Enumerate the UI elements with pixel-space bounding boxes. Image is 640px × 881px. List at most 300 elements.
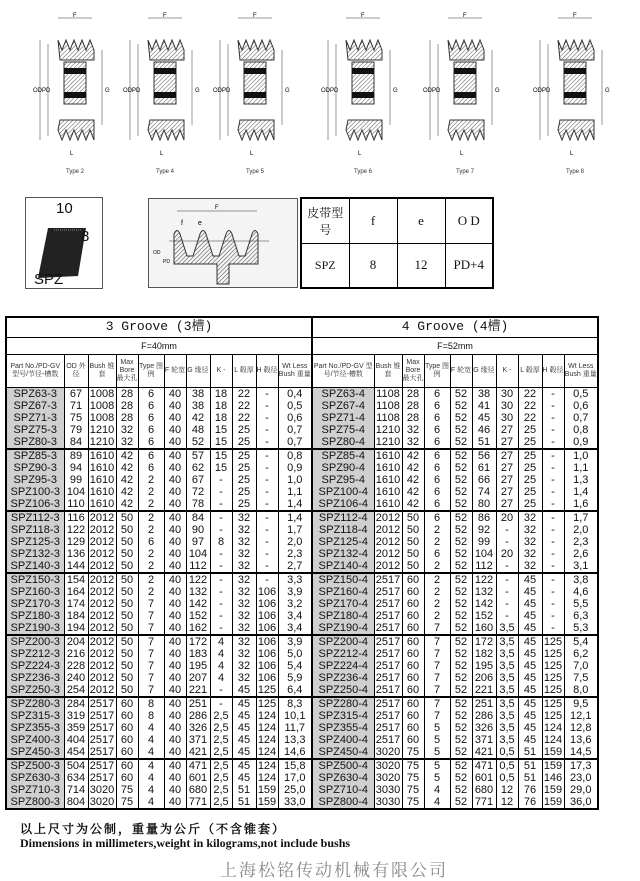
cell-3-groove: 7 bbox=[138, 635, 164, 648]
cell-3-groove: 32 bbox=[232, 598, 256, 610]
cell-4-groove: 0,6 bbox=[564, 400, 598, 412]
cell-4-groove: 75 bbox=[402, 759, 424, 772]
table-row bbox=[6, 586, 598, 598]
cell-3-groove: 634 bbox=[64, 772, 88, 784]
cell-4-groove: 3,5 bbox=[496, 697, 518, 710]
cell-3-groove: 32 bbox=[232, 610, 256, 622]
cell-4-groove: 2517 bbox=[375, 697, 401, 710]
cell-3-groove: 228 bbox=[64, 660, 88, 672]
cell-4-groove: 52 bbox=[450, 548, 472, 560]
cell-4-groove: 146 bbox=[543, 771, 563, 784]
cell-3-groove: 25 bbox=[232, 498, 256, 511]
cell-4-groove: - bbox=[542, 511, 564, 524]
cell-3-groove: 2517 bbox=[89, 721, 115, 734]
cell-4-groove: 51 bbox=[518, 759, 542, 772]
cell-3-groove: 3,9 bbox=[278, 635, 312, 648]
cell-3-groove: 84 bbox=[186, 511, 210, 524]
cell-4-groove: 125 bbox=[543, 697, 563, 710]
cell-3-groove: 60 bbox=[116, 759, 138, 772]
cell-4-groove: 2517 bbox=[375, 709, 401, 722]
cell-4-groove: - bbox=[542, 436, 564, 449]
cell-4-groove: 12 bbox=[496, 784, 518, 796]
cell-4-groove: - bbox=[542, 560, 564, 573]
cell-4-groove: 0,9 bbox=[564, 436, 598, 449]
cell-3-groove: 104 bbox=[64, 486, 88, 498]
part-number-3-groove: SPZ280-3 bbox=[6, 697, 64, 710]
cell-4-groove: 29,0 bbox=[564, 784, 598, 796]
cell-3-groove: 2,0 bbox=[278, 536, 312, 548]
cell-3-groove: 15,8 bbox=[278, 759, 312, 772]
pulley-type-label: Type 6 bbox=[353, 169, 372, 175]
cell-3-groove: 60 bbox=[116, 734, 138, 746]
cell-4-groove: 32 bbox=[518, 560, 542, 573]
cell-4-groove: 2 bbox=[424, 560, 450, 573]
cell-3-groove: 106 bbox=[257, 635, 277, 648]
cell-3-groove: 2,5 bbox=[210, 734, 232, 746]
cell-4-groove: 5,5 bbox=[564, 598, 598, 610]
cell-3-groove: - bbox=[210, 524, 232, 536]
cell-3-groove: 75 bbox=[116, 796, 138, 809]
table-row bbox=[6, 648, 598, 660]
part-number-4-groove: SPZ80-4 bbox=[312, 436, 374, 449]
pulley-spec-table bbox=[5, 316, 599, 810]
svg-text:PD: PD bbox=[432, 88, 441, 94]
part-number-3-groove: SPZ315-3 bbox=[6, 710, 64, 722]
svg-text:L: L bbox=[250, 151, 254, 157]
part-number-3-groove: SPZ95-3 bbox=[6, 474, 64, 486]
cell-3-groove: 3,4 bbox=[278, 622, 312, 635]
part-number-3-groove: SPZ170-3 bbox=[6, 598, 64, 610]
cell-3-groove: 79 bbox=[64, 424, 88, 436]
cell-3-groove: 2012 bbox=[89, 609, 115, 622]
pulley-diagrams bbox=[0, 0, 640, 180]
cell-4-groove: 1108 bbox=[374, 387, 402, 400]
right-col-header: Type 图例 bbox=[424, 354, 450, 387]
cell-3-groove: 32 bbox=[232, 511, 256, 524]
cell-4-groove: 326 bbox=[472, 722, 496, 734]
cell-3-groove: 2 bbox=[138, 524, 164, 536]
cell-4-groove: 7 bbox=[424, 660, 450, 672]
cell-3-groove: 804 bbox=[64, 796, 88, 809]
cell-4-groove: 471 bbox=[472, 759, 496, 772]
cell-3-groove: 106 bbox=[257, 597, 277, 610]
cell-4-groove: 12,8 bbox=[564, 722, 598, 734]
cell-4-groove: 52 bbox=[450, 486, 472, 498]
cell-3-groove: 221 bbox=[186, 684, 210, 697]
cell-3-groove: 7 bbox=[138, 610, 164, 622]
part-number-3-groove: SPZ450-3 bbox=[6, 746, 64, 759]
cell-4-groove: 6 bbox=[424, 511, 450, 524]
cell-4-groove: 3030 bbox=[375, 783, 401, 796]
cell-4-groove: 2,0 bbox=[564, 524, 598, 536]
cell-3-groove: 72 bbox=[186, 486, 210, 498]
cell-3-groove: 94 bbox=[64, 462, 88, 474]
table-row bbox=[6, 598, 598, 610]
cell-3-groove: 421 bbox=[186, 746, 210, 759]
cell-3-groove: 32 bbox=[232, 672, 256, 684]
cell-4-groove: - bbox=[542, 598, 564, 610]
table-row bbox=[6, 486, 598, 498]
cell-3-groove: 2,5 bbox=[210, 722, 232, 734]
cell-3-groove: 2517 bbox=[89, 759, 115, 772]
cell-4-groove: 27 bbox=[496, 486, 518, 498]
cell-3-groove: 1008 bbox=[89, 399, 115, 412]
cell-4-groove: 6 bbox=[424, 436, 450, 449]
cell-3-groove: - bbox=[256, 486, 278, 498]
cell-4-groove: 51 bbox=[518, 772, 542, 784]
svg-text:G: G bbox=[495, 88, 500, 94]
part-number-4-groove: SPZ180-4 bbox=[312, 610, 374, 622]
cell-4-groove: 7 bbox=[424, 635, 450, 648]
cell-3-groove: 50 bbox=[116, 586, 138, 598]
cell-4-groove: 3,1 bbox=[564, 560, 598, 573]
cell-3-groove: 1,7 bbox=[278, 524, 312, 536]
cell-3-groove: 42 bbox=[116, 498, 138, 511]
cell-3-groove: 8 bbox=[138, 697, 164, 710]
cell-3-groove: 40 bbox=[164, 784, 186, 796]
cell-4-groove: 0,5 bbox=[496, 746, 518, 759]
cell-4-groove: 56 bbox=[472, 449, 496, 462]
cell-4-groove: 45 bbox=[518, 586, 542, 598]
cell-4-groove: 27 bbox=[496, 462, 518, 474]
cell-3-groove: 1610 bbox=[89, 449, 115, 462]
svg-text:OD: OD bbox=[153, 250, 161, 256]
cell-4-groove: 52 bbox=[450, 784, 472, 796]
cell-4-groove: 45 bbox=[518, 710, 542, 722]
cell-4-groove: 2012 bbox=[375, 559, 401, 572]
cell-4-groove: 1,0 bbox=[564, 449, 598, 462]
cell-4-groove: 172 bbox=[472, 635, 496, 648]
cell-3-groove: 40 bbox=[164, 796, 186, 809]
cell-3-groove: 14,6 bbox=[278, 746, 312, 759]
cell-3-groove: 106 bbox=[257, 659, 277, 672]
cell-4-groove: - bbox=[542, 524, 564, 536]
cell-3-groove: 50 bbox=[116, 560, 138, 573]
cell-3-groove: 13,3 bbox=[278, 734, 312, 746]
spec-header-od: O D bbox=[445, 198, 493, 243]
part-number-4-groove: SPZ355-4 bbox=[312, 722, 374, 734]
cell-4-groove: 6,3 bbox=[564, 610, 598, 622]
cell-3-groove: 67 bbox=[186, 474, 210, 486]
part-number-4-groove: SPZ400-4 bbox=[312, 734, 374, 746]
cell-3-groove: - bbox=[256, 400, 278, 412]
cell-3-groove: 3,2 bbox=[278, 598, 312, 610]
cell-3-groove: 40 bbox=[164, 511, 186, 524]
part-number-3-groove: SPZ250-3 bbox=[6, 684, 64, 697]
cell-3-groove: - bbox=[210, 560, 232, 573]
cell-4-groove: 27 bbox=[496, 424, 518, 436]
cell-4-groove: 52 bbox=[450, 710, 472, 722]
cell-3-groove: 40 bbox=[164, 635, 186, 648]
right-col-header: Max Bore 最大孔 bbox=[402, 354, 424, 387]
cell-3-groove: 32 bbox=[116, 424, 138, 436]
cell-3-groove: 45 bbox=[232, 710, 256, 722]
spec-f: 8 bbox=[349, 243, 397, 288]
cell-4-groove: 160 bbox=[472, 622, 496, 635]
cell-3-groove: 15 bbox=[210, 436, 232, 449]
cell-3-groove: 2517 bbox=[89, 745, 115, 758]
cell-3-groove: 2012 bbox=[89, 659, 115, 672]
pulley-section-icon bbox=[420, 10, 510, 160]
cell-3-groove: 40 bbox=[164, 648, 186, 660]
cell-3-groove: 2 bbox=[138, 474, 164, 486]
cell-4-groove: 142 bbox=[472, 598, 496, 610]
cell-3-groove: 50 bbox=[116, 511, 138, 524]
cell-3-groove: 5,0 bbox=[278, 648, 312, 660]
cell-3-groove: 124 bbox=[257, 745, 277, 758]
cell-4-groove: 6 bbox=[424, 400, 450, 412]
cell-4-groove: 601 bbox=[472, 772, 496, 784]
cell-3-groove: 112 bbox=[186, 560, 210, 573]
cell-3-groove: 106 bbox=[257, 585, 277, 598]
svg-text:F: F bbox=[361, 13, 365, 19]
cell-4-groove: 159 bbox=[543, 759, 563, 772]
cell-4-groove: 104 bbox=[472, 548, 496, 560]
cell-3-groove: 71 bbox=[64, 400, 88, 412]
cell-3-groove: 1610 bbox=[89, 485, 115, 498]
cell-3-groove: - bbox=[256, 412, 278, 424]
cell-3-groove: 90 bbox=[186, 524, 210, 536]
cell-3-groove: 57 bbox=[186, 449, 210, 462]
part-number-4-groove: SPZ200-4 bbox=[312, 635, 374, 648]
cell-4-groove: 5,3 bbox=[564, 622, 598, 635]
pulley-type-label: Type 4 bbox=[155, 169, 174, 175]
table-row bbox=[6, 498, 598, 511]
svg-text:F: F bbox=[163, 13, 167, 19]
cell-3-groove: 5,9 bbox=[278, 672, 312, 684]
cell-4-groove: 2517 bbox=[375, 621, 401, 634]
table-row bbox=[6, 474, 598, 486]
cell-4-groove: 52 bbox=[450, 524, 472, 536]
cell-3-groove: 38 bbox=[186, 387, 210, 400]
cell-3-groove: 8 bbox=[210, 536, 232, 548]
part-number-4-groove: SPZ95-4 bbox=[312, 474, 374, 486]
cell-4-groove: 45 bbox=[518, 610, 542, 622]
pulley-diagram-5 bbox=[420, 10, 510, 175]
part-number-3-groove: SPZ150-3 bbox=[6, 573, 64, 586]
cell-3-groove: 106 bbox=[257, 647, 277, 660]
svg-text:L: L bbox=[160, 151, 164, 157]
left-col-header: OD 外径 bbox=[64, 354, 88, 387]
svg-text:OD: OD bbox=[321, 88, 330, 94]
note-english: Dimensions in millimeters,weight in kilograms,not include bushs bbox=[20, 836, 351, 850]
cell-3-groove: 194 bbox=[64, 622, 88, 635]
cell-3-groove: 40 bbox=[164, 449, 186, 462]
cell-4-groove: 6 bbox=[424, 387, 450, 400]
part-number-3-groove: SPZ236-3 bbox=[6, 672, 64, 684]
left-col-header: Type 图例 bbox=[138, 354, 164, 387]
part-number-4-groove: SPZ450-4 bbox=[312, 746, 374, 759]
cell-3-groove: 40 bbox=[164, 424, 186, 436]
cell-4-groove: 27 bbox=[496, 449, 518, 462]
cell-3-groove: 183 bbox=[186, 648, 210, 660]
right-col-header: K - bbox=[496, 354, 518, 387]
cell-3-groove: 45 bbox=[232, 734, 256, 746]
cell-4-groove: - bbox=[496, 536, 518, 548]
cell-4-groove: 7,5 bbox=[564, 672, 598, 684]
cell-4-groove: 45 bbox=[472, 412, 496, 424]
cell-4-groove: - bbox=[542, 424, 564, 436]
cell-3-groove: 6 bbox=[138, 424, 164, 436]
cell-4-groove: 5,4 bbox=[564, 635, 598, 648]
cell-3-groove: 4 bbox=[138, 722, 164, 734]
cell-4-groove: 2 bbox=[424, 573, 450, 586]
part-number-3-groove: SPZ80-3 bbox=[6, 436, 64, 449]
cell-3-groove: - bbox=[210, 511, 232, 524]
cell-4-groove: 42 bbox=[402, 486, 424, 498]
right-col-header: Wt Less Bush 重量 bbox=[564, 354, 598, 387]
cell-3-groove: 1008 bbox=[89, 411, 115, 424]
table-row bbox=[6, 622, 598, 635]
cell-3-groove: 116 bbox=[64, 511, 88, 524]
cell-4-groove: 2 bbox=[424, 586, 450, 598]
pulley-section-icon bbox=[30, 10, 120, 160]
cell-3-groove: 32 bbox=[232, 524, 256, 536]
cell-4-groove: 4 bbox=[424, 796, 450, 809]
cell-4-groove: - bbox=[542, 462, 564, 474]
cell-3-groove: 2517 bbox=[89, 771, 115, 784]
cell-3-groove: 45 bbox=[232, 684, 256, 697]
cell-4-groove: 7 bbox=[424, 648, 450, 660]
cell-3-groove: 371 bbox=[186, 734, 210, 746]
cell-4-groove: 2 bbox=[424, 610, 450, 622]
groove-profile-icon bbox=[149, 199, 299, 289]
svg-text:OD: OD bbox=[213, 88, 222, 94]
cell-3-groove: 4 bbox=[138, 796, 164, 809]
cell-4-groove: 60 bbox=[402, 648, 424, 660]
cell-3-groove: 1,0 bbox=[278, 474, 312, 486]
table-row bbox=[6, 462, 598, 474]
cell-4-groove: - bbox=[542, 387, 564, 400]
cell-4-groove: 1,3 bbox=[564, 474, 598, 486]
part-number-3-groove: SPZ106-3 bbox=[6, 498, 64, 511]
cell-4-groove: 124 bbox=[543, 733, 563, 746]
svg-text:PD: PD bbox=[42, 88, 51, 94]
cell-3-groove: 2 bbox=[138, 548, 164, 560]
cell-3-groove: 4 bbox=[210, 648, 232, 660]
table-row bbox=[6, 511, 598, 524]
part-number-3-groove: SPZ140-3 bbox=[6, 560, 64, 573]
cell-3-groove: 2012 bbox=[89, 647, 115, 660]
part-number-3-groove: SPZ212-3 bbox=[6, 648, 64, 660]
cell-4-groove: 52 bbox=[450, 498, 472, 511]
cell-4-groove: 1610 bbox=[375, 473, 401, 486]
left-col-header: G 缘径 bbox=[186, 354, 210, 387]
cell-4-groove: 32 bbox=[518, 524, 542, 536]
table-row bbox=[6, 772, 598, 784]
cell-4-groove: 1,6 bbox=[564, 498, 598, 511]
cell-3-groove: 18 bbox=[210, 387, 232, 400]
right-col-header: F 轮宽 bbox=[450, 354, 472, 387]
cell-3-groove: 240 bbox=[64, 672, 88, 684]
cell-3-groove: 38 bbox=[186, 400, 210, 412]
cell-4-groove: 12,1 bbox=[564, 710, 598, 722]
cell-4-groove: - bbox=[542, 498, 564, 511]
part-number-4-groove: SPZ250-4 bbox=[312, 684, 374, 697]
cell-4-groove: 3030 bbox=[375, 795, 401, 808]
cell-4-groove: 5 bbox=[424, 746, 450, 759]
cell-3-groove: 32 bbox=[232, 560, 256, 573]
left-col-header: Part No./PD-GV 型号/节径-槽数 bbox=[6, 354, 64, 387]
cell-4-groove: 421 bbox=[472, 746, 496, 759]
part-number-3-groove: SPZ125-3 bbox=[6, 536, 64, 548]
pulley-diagram-6 bbox=[530, 10, 620, 175]
cell-3-groove: 40 bbox=[164, 672, 186, 684]
cell-4-groove: 52 bbox=[450, 660, 472, 672]
part-number-4-groove: SPZ140-4 bbox=[312, 560, 374, 573]
cell-4-groove: 60 bbox=[402, 660, 424, 672]
cell-3-groove: 40 bbox=[164, 462, 186, 474]
cell-4-groove: 42 bbox=[402, 474, 424, 486]
cell-3-groove: 159 bbox=[257, 795, 277, 808]
cell-3-groove: - bbox=[256, 548, 278, 560]
cell-3-groove: 50 bbox=[116, 684, 138, 697]
cell-3-groove: 3020 bbox=[89, 795, 115, 808]
left-col-header: Bush 锥套 bbox=[88, 354, 116, 387]
table-row bbox=[6, 684, 598, 697]
cell-4-groove: 50 bbox=[402, 560, 424, 573]
cell-4-groove: 50 bbox=[402, 511, 424, 524]
cell-3-groove: 50 bbox=[116, 648, 138, 660]
cell-4-groove: 12 bbox=[496, 796, 518, 809]
cell-3-groove: 326 bbox=[186, 722, 210, 734]
cell-3-groove: 52 bbox=[186, 436, 210, 449]
cell-4-groove: 6 bbox=[424, 486, 450, 498]
cell-3-groove: 471 bbox=[186, 759, 210, 772]
cell-3-groove: 33,0 bbox=[278, 796, 312, 809]
cell-3-groove: 25 bbox=[232, 474, 256, 486]
cell-3-groove: - bbox=[210, 548, 232, 560]
cell-4-groove: 45 bbox=[518, 734, 542, 746]
cell-3-groove: 50 bbox=[116, 672, 138, 684]
part-number-3-groove: SPZ90-3 bbox=[6, 462, 64, 474]
cell-4-groove: 52 bbox=[450, 573, 472, 586]
cell-4-groove: 76 bbox=[518, 796, 542, 809]
cell-3-groove: 4 bbox=[210, 660, 232, 672]
cell-3-groove: 132 bbox=[186, 586, 210, 598]
cell-3-groove: 172 bbox=[186, 635, 210, 648]
cell-4-groove: 221 bbox=[472, 684, 496, 697]
cell-3-groove: 2,3 bbox=[278, 548, 312, 560]
cell-4-groove: 22 bbox=[518, 400, 542, 412]
svg-text:F: F bbox=[253, 13, 257, 19]
cell-4-groove: 159 bbox=[543, 795, 563, 808]
cell-3-groove: 7 bbox=[138, 622, 164, 635]
cell-3-groove: 3,4 bbox=[278, 610, 312, 622]
cell-3-groove: 32 bbox=[232, 648, 256, 660]
cell-3-groove: 0,5 bbox=[278, 400, 312, 412]
cell-3-groove: 0,4 bbox=[278, 387, 312, 400]
cell-4-groove: 7,0 bbox=[564, 660, 598, 672]
cell-3-groove: 1610 bbox=[89, 497, 115, 510]
cell-3-groove: 50 bbox=[116, 548, 138, 560]
part-number-3-groove: SPZ800-3 bbox=[6, 796, 64, 809]
cell-4-groove: 2012 bbox=[375, 547, 401, 560]
cell-3-groove: 0,7 bbox=[278, 424, 312, 436]
svg-text:e: e bbox=[198, 220, 202, 227]
cell-3-groove: 40 bbox=[164, 622, 186, 635]
cell-3-groove: 25 bbox=[232, 449, 256, 462]
cell-4-groove: 25 bbox=[518, 462, 542, 474]
cell-4-groove: 22 bbox=[518, 412, 542, 424]
part-number-4-groove: SPZ170-4 bbox=[312, 598, 374, 610]
cell-4-groove: 1,7 bbox=[564, 511, 598, 524]
cell-4-groove: 25 bbox=[518, 436, 542, 449]
cell-3-groove: 50 bbox=[116, 598, 138, 610]
groove-profile-diagram bbox=[148, 198, 298, 288]
table-row bbox=[6, 436, 598, 449]
cell-3-groove: 42 bbox=[186, 412, 210, 424]
